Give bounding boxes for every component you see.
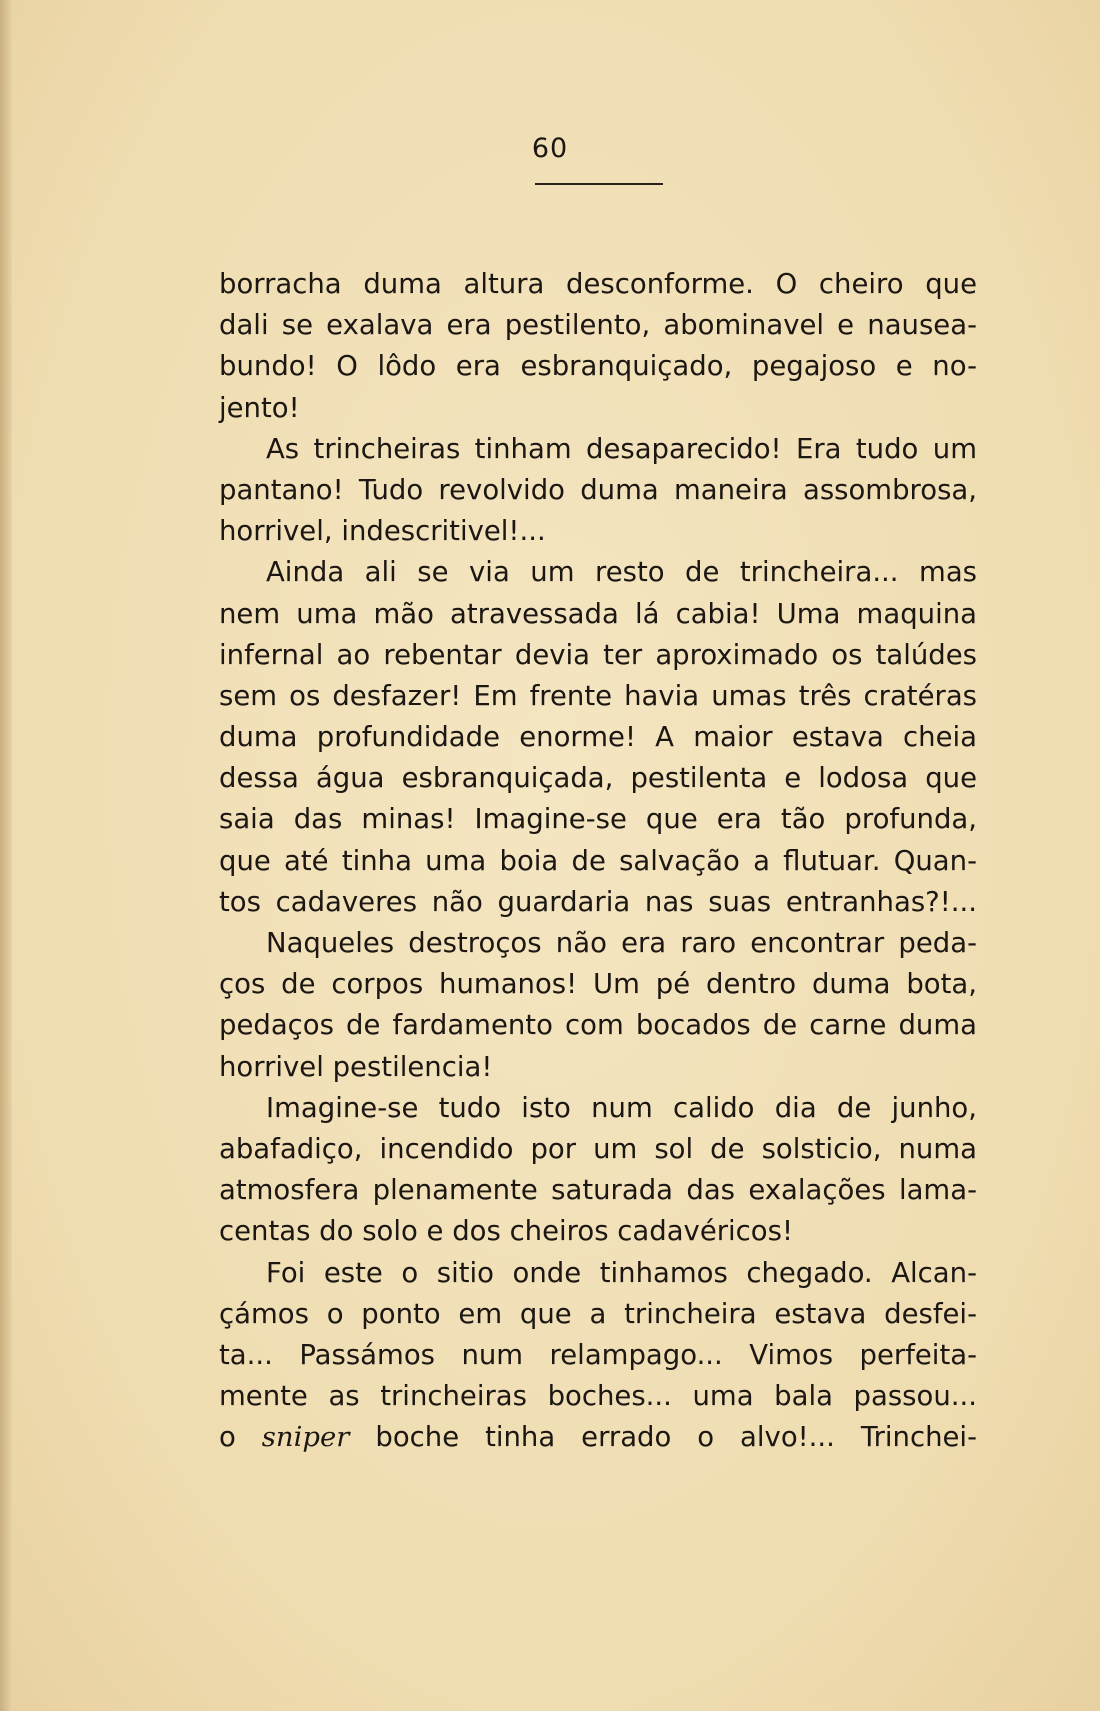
text-line: nem uma mão atravessada lá cabia! Uma maquina (219, 597, 977, 630)
text-line: tos cadaveres não guardaria nas suas entranhas?!... (219, 885, 977, 918)
text-line: que até tinha uma boia de salvação a flutuar. Quan- (219, 844, 977, 877)
text-line: duma profundidade enorme! A maior estava cheia (219, 721, 977, 754)
text-line: bundo! O lôdo era esbranquiçado, pegajoso e no- (219, 350, 977, 383)
text-line: horrivel pestilencia! (219, 1050, 493, 1083)
text-fragment: boche tinha errado o alvo!... Trinchei- (349, 1421, 977, 1454)
text-line: As trincheiras tinham desaparecido! Era tudo um (266, 432, 977, 465)
italic-word: sniper (261, 1421, 350, 1454)
text-line: Imagine-se tudo isto num calido dia de junho, (266, 1091, 977, 1124)
header-rule (535, 183, 663, 185)
text-line: centas do solo e dos cheiros cadavéricos! (219, 1215, 793, 1248)
text-line: dessa água esbranquiçada, pestilenta e lodosa que (219, 762, 977, 795)
page-number: 60 (531, 133, 569, 164)
text-line: çámos o ponto em que a trincheira estava desfei- (219, 1297, 977, 1330)
text-line: sem os desfazer! Em frente havia umas três cratéras (219, 679, 977, 712)
text-line: ta... Passámos num relampago... Vimos perfeita- (219, 1338, 977, 1371)
text-fragment: o (219, 1421, 262, 1454)
text-line: pedaços de fardamento com bocados de carne duma (219, 1009, 977, 1042)
text-line: saia das minas! Imagine-se que era tão profunda, (219, 803, 977, 836)
text-line: Naqueles destroços não era raro encontrar peda- (266, 927, 977, 959)
body-text (219, 264, 977, 1458)
text-line: horrivel, indescritivel!... (219, 515, 546, 548)
text-line: pantano! Tudo revolvido duma maneira assombrosa, (219, 473, 977, 506)
text-line: mente as trincheiras boches... uma bala passou... (219, 1380, 977, 1413)
text-line: borracha duma altura desconforme. O cheiro que (219, 268, 977, 300)
text-line: ços de corpos humanos! Um pé dentro duma bota, (219, 968, 977, 1001)
text-line: jento! (219, 391, 300, 424)
text-line: Ainda ali se via um resto de trincheira... mas (266, 556, 977, 589)
text-line: abafadiço, incendido por um sol de solsticio, numa (219, 1132, 977, 1165)
page-binding-edge (0, 0, 12, 1711)
text-line: infernal ao rebentar devia ter aproximado os talúdes (219, 638, 977, 671)
text-line: Foi este o sitio onde tinhamos chegado. Alcan- (266, 1256, 977, 1289)
text-line: atmosfera plenamente saturada das exalações lama- (219, 1174, 977, 1207)
text-line (219, 1417, 977, 1458)
text-line: dali se exalava era pestilento, abominavel e nausea- (219, 309, 977, 342)
